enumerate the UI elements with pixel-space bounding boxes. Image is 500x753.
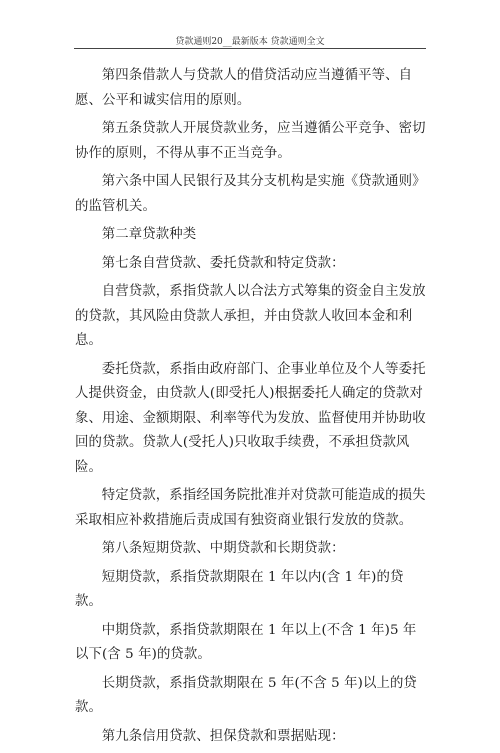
paragraph-article-4: 第四条借款人与贷款人的借贷活动应当遵循平等、自愿、公平和诚实信用的原则。 xyxy=(75,68,413,108)
page-header: 贷款通则20__最新版本 贷款通则全文 xyxy=(175,37,325,47)
paragraph-article-5: 第五条贷款人开展贷款业务，应当遵循公平竞争、密切协作的原则，不得从事不正当竞争。 xyxy=(75,121,426,161)
paragraph-long-term-loan: 长期贷款，系指贷款期限在 5 年(不含 5 年)以上的贷款。 xyxy=(75,675,417,715)
paragraph-article-8: 第八条短期贷款、中期贷款和长期贷款： xyxy=(101,541,345,556)
paragraph-medium-term-loan: 中期贷款，系指贷款期限在 1 年以上(不含 1 年)5 年以下(含 5 年)的贷款。 xyxy=(75,622,417,662)
paragraph-self-operated-loan: 自营贷款，系指贷款人以合法方式筹集的资金自主发放的贷款，其风险由贷款人承担，并由贷款人收回本金和利息。 xyxy=(75,284,426,348)
paragraph-article-9: 第九条信用贷款、担保贷款和票据贴现： xyxy=(101,728,345,744)
paragraph-specific-loan: 特定贷款，系指经国务院批准并对贷款可能造成的损失采取相应补救措施后责成国有独资商业银行发放的贷款。 xyxy=(75,488,426,528)
paragraph-short-term-loan: 短期贷款，系指贷款期限在 1 年以内(含 1 年)的贷款。 xyxy=(75,569,404,609)
paragraph-entrusted-loan: 委托贷款，系指由政府部门、企事业单位及个人等委托人提供资金，由贷款人(即受托人)根据委托人确定的贷款对象、用途、金额期限、利率等代为发放、监督使用并协助收回的贷款。贷款人(受托人)只收取手续费，不承担贷款风险。 xyxy=(75,361,426,475)
paragraph-article-7: 第七条自营贷款、委托贷款和特定贷款： xyxy=(101,255,345,271)
header-divider xyxy=(74,48,426,49)
document-body xyxy=(75,64,427,753)
paragraph-article-6: 第六条中国人民银行及其分支机构是实施《贷款通则》的监管机关。 xyxy=(75,174,426,214)
chapter-heading: 第二章贷款种类 xyxy=(101,227,197,242)
